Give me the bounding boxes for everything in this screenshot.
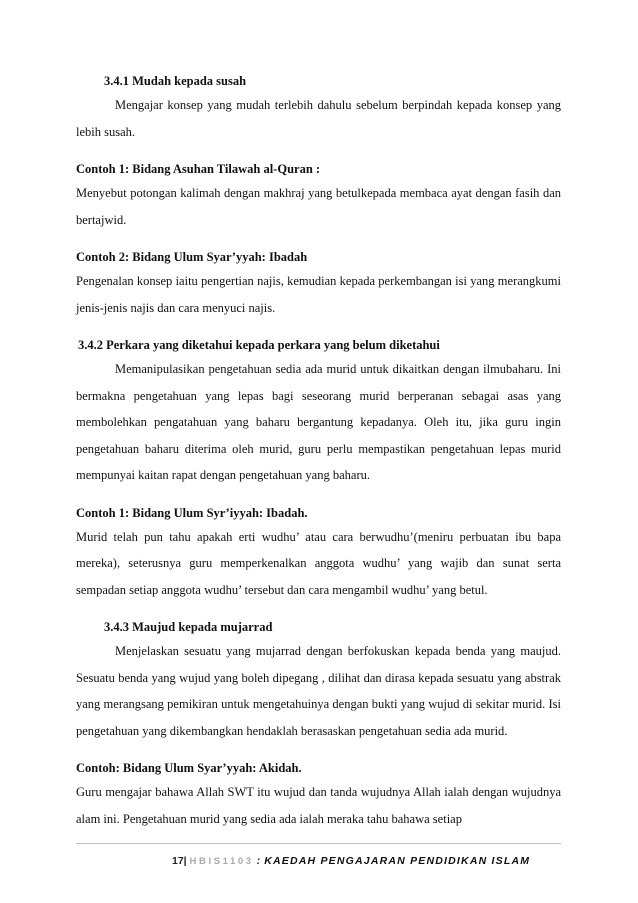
footer-course-code: HBIS1103 (189, 856, 254, 867)
section-3-4-2-example-1-body: Murid telah pun tahu apakah erti wudhu’ atau cara berwudhu’(meniru perbuatan ibu bapa mereka), seterusnya guru memperkenalkan anggota wudhu’ yang wajib dan sunat serta sempadan setiap anggota wudhu’ tersebut dan cara mengambil wudhu’ yang betul. (76, 529, 561, 597)
section-3-4-1-example-2-body: Pengenalan konsep iaitu pengertian najis, kemudian kepada perkembangan isi yang merangkumi jenis-jenis najis dan cara menyuci najis. (76, 274, 561, 315)
section-3-4-1-heading: 3.4.1 Mudah kepada susah (104, 74, 247, 88)
page-content (76, 70, 561, 832)
section-3-4-3-example-heading: Contoh: Bidang Ulum Syar’yyah: Akidah. (76, 761, 302, 775)
footer-title: KAEDAH PENGAJARAN PENDIDIKAN ISLAM (264, 855, 531, 867)
footer-text (172, 855, 530, 867)
footer-separator: : (256, 855, 262, 867)
section-3-4-1-example-1-body: Menyebut potongan kalimah dengan makhraj yang betulkepada membaca ayat dengan fasih dan bertajwid. (76, 186, 561, 227)
section-3-4-2-body: Memanipulasikan pengetahuan sedia ada murid untuk dikaitkan dengan ilmubaharu. Ini bermakna pengetahuan yang lepas bagi seseorang murid berperanan sebagai asas yang membolehkan pengatahuan yang baharu bergantung kepadanya. Oleh itu, jika guru ingin pengetahuan baharu diterima oleh murid, guru perlu mempastikan pengetahuan lepas murid mempunyai kaitan rapat dengan pengetahuan yang baharu. (76, 362, 561, 482)
section-3-4-1-body: Mengajar konsep yang mudah terlebih dahulu sebelum berpindah kepada konsep yang lebih susah. (76, 98, 561, 139)
section-3-4-3-example-body: Guru mengajar bahawa Allah SWT itu wujud dan tanda wujudnya Allah ialah dengan wujudnya alam ini. Pengetahuan murid yang sedia ada ialah meraka tahu bahawa setiap (76, 785, 561, 826)
section-3-4-2-example-1-heading: Contoh 1: Bidang Ulum Syr’iyyah: Ibadah. (76, 505, 308, 520)
section-3-4-2-heading: 3.4.2 Perkara yang diketahui kepada perkara yang belum diketahui (78, 338, 440, 352)
page-footer (76, 843, 561, 873)
section-3-4-3-heading: 3.4.3 Maujud kepada mujarrad (104, 620, 273, 634)
section-3-4-1-example-2-heading: Contoh 2: Bidang Ulum Syar’yyah: Ibadah (76, 250, 308, 264)
footer-page-number: 17| (172, 855, 187, 867)
section-3-4-1-example-1-heading: Contoh 1: Bidang Asuhan Tilawah al-Quran : (76, 162, 321, 176)
footer-divider (76, 843, 561, 844)
section-3-4-3-body: Menjelaskan sesuatu yang mujarrad dengan berfokuskan kepada benda yang maujud. Sesuatu benda yang wujud yang boleh dipegang , dilihat dan dirasa kepada sesuatu yang abstrak yang merangsang pemikiran untuk mengetahuinya dengan bukti yang wujud di sekitar murid. Isi pengetahuan yang dikembangkan hendaklah berasaskan pengetahuan sedia ada murid. (76, 644, 561, 738)
